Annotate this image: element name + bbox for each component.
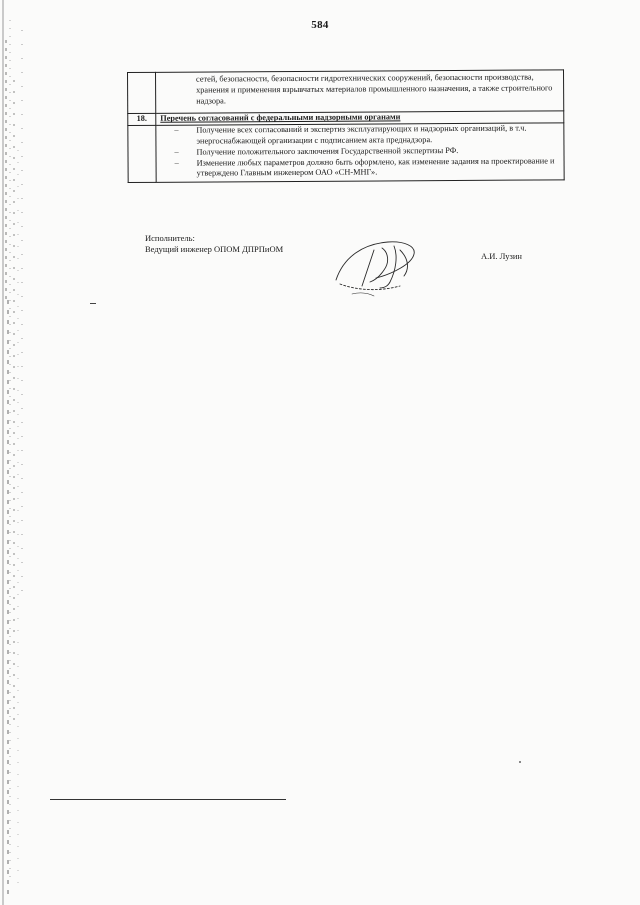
list-item: – Получение положительного заключения Государственной экспертизы РФ. <box>160 145 559 158</box>
table-row-section-body <box>128 123 564 183</box>
handwritten-signature <box>330 236 430 298</box>
executor-label: Исполнитель: <box>145 233 195 243</box>
signature-block <box>145 233 283 255</box>
scan-speck <box>90 303 96 304</box>
continuation-text: сетей, безопасности, безопасности гидротехнических сооружений, безопасности производства, хранения и применения взрывчатых материалов промышленного назначения, а также строительного надзора. <box>156 70 564 114</box>
requirements-table <box>127 69 565 183</box>
section-items-cell <box>156 123 564 182</box>
row-number-cell <box>128 72 156 114</box>
list-item: – Получение всех согласований и экспертиз эксплуатирующих и надзорных организаций, в т.ч. энергоснабжающей организации с подписанием акта преднадзора. <box>160 124 559 148</box>
footnote-divider <box>50 799 286 800</box>
list-item: – Изменение любых параметров должно быть оформлено, как изменение задания на проектирование и утверждено Главным инженером ОАО «СН-МНГ». <box>161 156 560 180</box>
section-items-list <box>160 124 559 180</box>
scan-speck <box>519 761 521 763</box>
signer-name: А.И. Лузин <box>481 251 522 261</box>
scan-edge-noise <box>0 0 40 905</box>
section-number: 18. <box>128 114 156 126</box>
page-number: 584 <box>311 19 329 31</box>
section-title: Перечень согласований с федеральными надзорными органами <box>156 111 564 125</box>
row-number-cell <box>128 126 156 183</box>
executor-position: Ведущий инженер ОПОМ ДПРПиОМ <box>145 244 284 254</box>
table-row <box>128 70 564 114</box>
